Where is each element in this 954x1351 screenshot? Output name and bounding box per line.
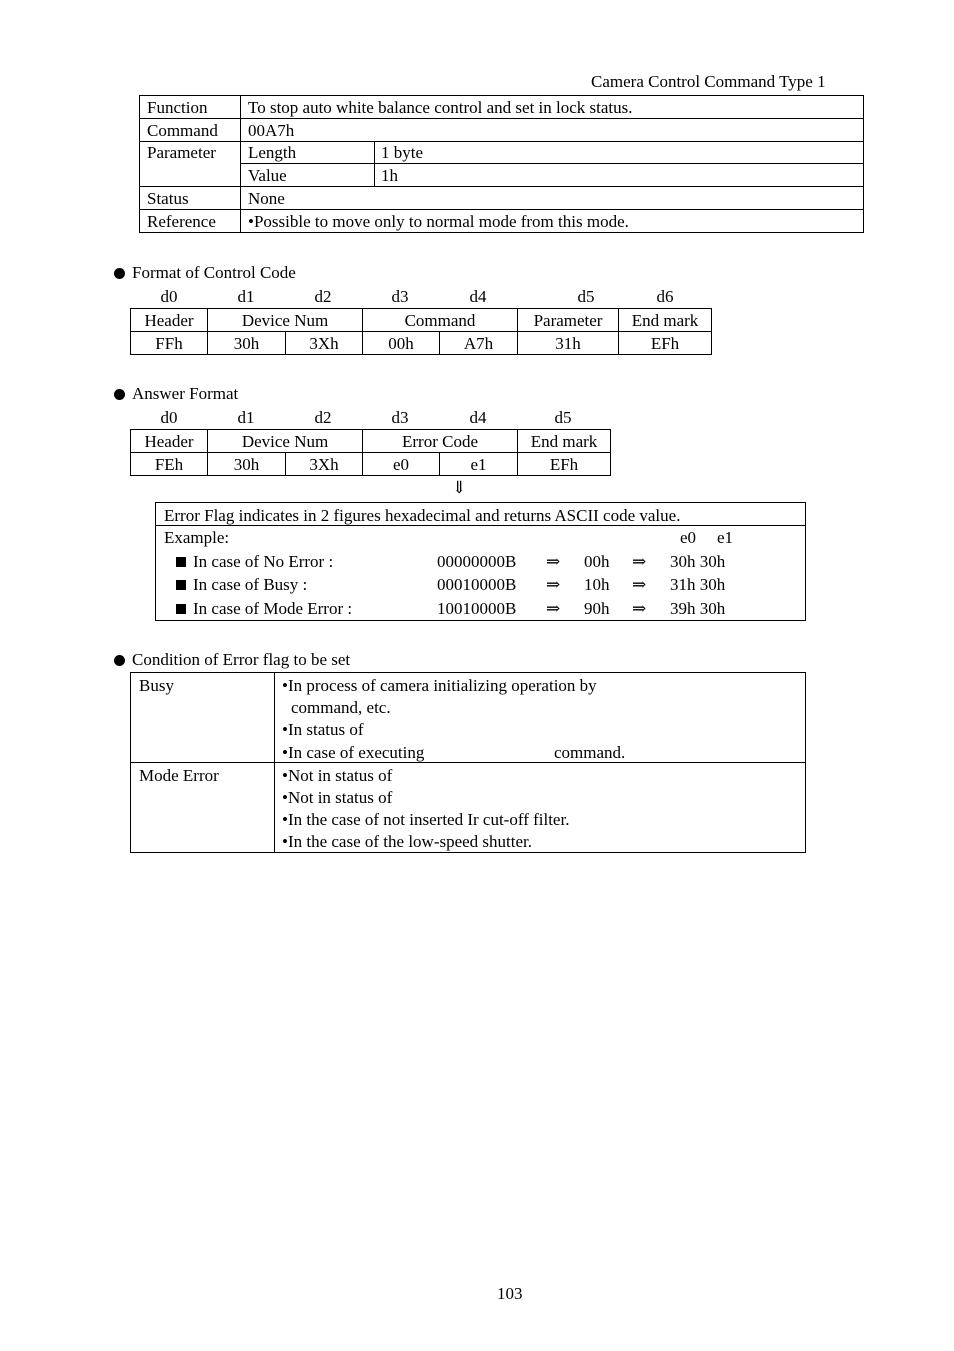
position-label: d2 [314, 408, 332, 427]
control-value: A7h [440, 332, 518, 355]
answer-value: e1 [440, 453, 518, 476]
error-flag-box [155, 502, 806, 621]
divider [131, 762, 805, 763]
control-value: EFh [619, 332, 712, 355]
error-row-binary: 10010000B [437, 599, 517, 618]
parameter-label: Parameter [140, 142, 241, 187]
answer-header-error-code: Error Code [363, 430, 518, 453]
error-row-label [176, 600, 352, 617]
right-arrow-icon: ⇒ [632, 552, 647, 571]
error-row-label-text: In case of Busy : [193, 575, 308, 594]
mode-error-condition: •In the case of the low-speed shutter. [282, 832, 533, 851]
function-value: To stop auto white balance control and set in lock status. [241, 96, 864, 119]
answer-value: e0 [363, 453, 440, 476]
condition-table [130, 672, 806, 853]
col-e1-label: e1 [717, 528, 734, 547]
condition-heading-text: Condition of Error flag to be set [132, 650, 351, 669]
control-value: 31h [518, 332, 619, 355]
reference-label: Reference [140, 210, 241, 233]
length-label: Length [241, 142, 375, 164]
length-value: 1 byte [375, 142, 864, 164]
answer-format-heading [114, 385, 238, 402]
answer-value: EFh [518, 453, 611, 476]
answer-value: FEh [131, 453, 208, 476]
control-header-device-num: Device Num [208, 309, 363, 332]
right-arrow-icon: ⇒ [632, 575, 647, 594]
position-label: d4 [469, 408, 487, 427]
busy-condition: command, etc. [291, 698, 391, 717]
error-row-binary: 00010000B [437, 575, 517, 594]
square-bullet-icon [176, 557, 186, 567]
busy-condition: command. [554, 743, 626, 762]
reference-value: •Possible to move only to normal mode from this mode. [241, 210, 864, 233]
condition-heading [114, 651, 350, 668]
status-value: None [241, 187, 864, 210]
bullet-icon [114, 389, 125, 400]
status-label: Status [140, 187, 241, 210]
busy-condition: •In case of executing [282, 743, 425, 762]
right-arrow-icon: ⇒ [546, 599, 561, 618]
command-label: Command [140, 119, 241, 142]
position-label: d0 [160, 408, 178, 427]
control-value: 00h [363, 332, 440, 355]
bullet-icon [114, 268, 125, 279]
error-row-label-text: In case of Mode Error : [193, 599, 353, 618]
value-label: Value [241, 164, 375, 187]
busy-condition: •In status of [282, 720, 364, 739]
control-header-header: Header [131, 309, 208, 332]
error-row-label-text: In case of No Error : [193, 552, 334, 571]
control-value: FFh [131, 332, 208, 355]
answer-format-heading-text: Answer Format [132, 384, 239, 403]
error-row-label [176, 576, 307, 593]
mode-error-condition: •Not in status of [282, 788, 393, 807]
answer-value: 3Xh [286, 453, 363, 476]
error-row-ascii: 39h 30h [670, 599, 726, 618]
position-label: d1 [237, 408, 255, 427]
error-flag-description: Error Flag indicates in 2 figures hexadecimal and returns ASCII code value. [164, 506, 681, 525]
position-label: d4 [469, 287, 487, 306]
control-header-command: Command [363, 309, 518, 332]
right-arrow-icon: ⇒ [632, 599, 647, 618]
square-bullet-icon [176, 604, 186, 614]
right-arrow-icon: ⇒ [546, 575, 561, 594]
answer-header-device-num: Device Num [208, 430, 363, 453]
error-row-hex: 90h [584, 599, 610, 618]
position-label: d1 [237, 287, 255, 306]
error-row-hex: 00h [584, 552, 610, 571]
error-row-label [176, 553, 333, 570]
mode-error-condition: •In the case of not inserted Ir cut-off filter. [282, 810, 570, 829]
busy-condition: •In process of camera initializing operation by [282, 676, 597, 695]
error-row-ascii: 31h 30h [670, 575, 726, 594]
command-value: 00A7h [241, 119, 864, 142]
error-row-binary: 00000000B [437, 552, 517, 571]
error-row-hex: 10h [584, 575, 610, 594]
position-label: d5 [577, 287, 595, 306]
control-value: 3Xh [286, 332, 363, 355]
control-code-heading [114, 264, 296, 281]
control-value: 30h [208, 332, 286, 355]
control-header-end-mark: End mark [619, 309, 712, 332]
example-label: Example: [164, 528, 230, 547]
bullet-icon [114, 655, 125, 666]
command-spec-table [139, 95, 864, 233]
function-label: Function [140, 96, 241, 119]
control-code-table [130, 308, 712, 355]
position-label: d3 [391, 287, 409, 306]
page-number: 103 [497, 1284, 523, 1303]
divider [156, 525, 805, 526]
mode-error-label: Mode Error [139, 766, 219, 785]
position-label: d3 [391, 408, 409, 427]
value-value: 1h [375, 164, 864, 187]
answer-header-end-mark: End mark [518, 430, 611, 453]
error-row-ascii: 30h 30h [670, 552, 726, 571]
answer-header-header: Header [131, 430, 208, 453]
control-code-heading-text: Format of Control Code [132, 263, 296, 282]
col-e0-label: e0 [680, 528, 697, 547]
position-label: d5 [554, 408, 572, 427]
position-label: d2 [314, 287, 332, 306]
square-bullet-icon [176, 580, 186, 590]
answer-format-table [130, 429, 611, 476]
right-arrow-icon: ⇒ [546, 552, 561, 571]
position-label: d0 [160, 287, 178, 306]
position-label: d6 [656, 287, 674, 306]
mode-error-condition: •Not in status of [282, 766, 393, 785]
busy-label: Busy [139, 676, 174, 695]
control-header-parameter: Parameter [518, 309, 619, 332]
down-arrow-icon: ⇓ [452, 478, 467, 497]
page-header-title: Camera Control Command Type 1 [591, 72, 826, 91]
answer-value: 30h [208, 453, 286, 476]
